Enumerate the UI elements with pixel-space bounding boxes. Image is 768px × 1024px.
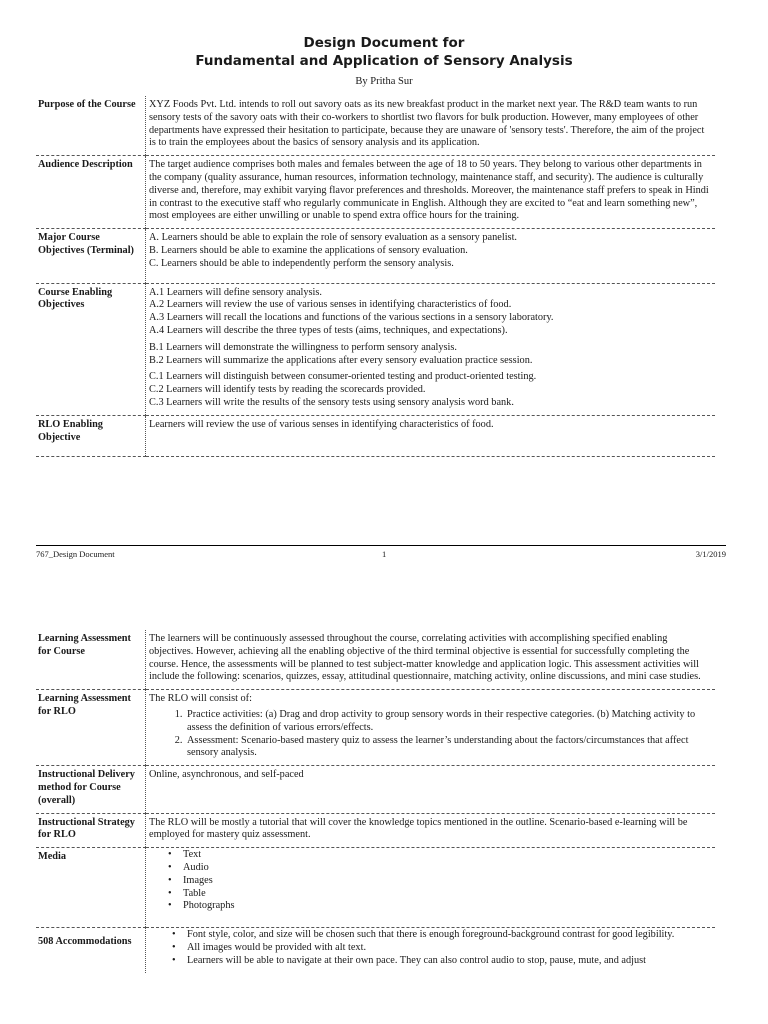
row-label: Learning Assessment for Course (36, 630, 146, 690)
list-item: • Text (183, 849, 712, 862)
page-footer (36, 545, 726, 559)
objective-item: C.2 Learners will identify tests by reading the scorecards provided. (149, 384, 426, 396)
author-byline: By Pritha Sur (355, 76, 413, 87)
media-list (149, 849, 712, 913)
row-content (146, 928, 716, 973)
objective-item: C. Learners should be able to independently perform the sensory analysis. (149, 257, 454, 269)
row-content (146, 283, 716, 415)
table-row-strategy (36, 813, 715, 848)
table-row-delivery (36, 766, 715, 813)
list-item: • Audio (183, 862, 712, 875)
row-content: The learners will be continuously assessed throughout the course, correlating activities with accomplishing specified enabling objectives. However, achieving all the enabling objective of the third terminal objective is essential for successfully completing the course. Hence, the assessments will be planned to test subject-matter knowledge and application logic. This assessment activities will include the following: scenarios, quizzes, essay, attitudinal questionnaire, matching activity, online discussions, and mini case studies. (149, 633, 701, 683)
list-item: • Learners will be able to navigate at their own pace. They can also control audio to stop, pause, mute, and adjust (187, 955, 712, 968)
design-table-page2 (36, 630, 715, 973)
row-content (146, 229, 716, 283)
table-row-purpose (36, 96, 715, 156)
table-row-rlo-objective (36, 415, 715, 457)
row-content (146, 848, 716, 928)
table-row-media (36, 848, 715, 928)
row-label: RLO Enabling Objective (36, 415, 146, 457)
objective-item: A.3 Learners will recall the locations and functions of the various sections in a sensory laboratory. (149, 312, 554, 324)
row-content: XYZ Foods Pvt. Ltd. intends to roll out savory oats as its new breakfast product in the market next year. The R&D team wants to run sensory tests of the savory oats with their co-workers to shortlist two flavors for bulk production. However, many employees of other departments have expressed their hesitation to participate, because they are unaware of 'sensory tests'. Therefore, the aim of the project is to train the employees about the basics of sensory analysis and its application. (149, 99, 705, 149)
footer-document-name: 767_Design Document (36, 549, 115, 559)
objective-item: A.2 Learners will review the use of various senses in identifying characteristics of food. (149, 299, 512, 311)
rlo-intro: The RLO will consist of: (149, 693, 252, 705)
list-item: • Font style, color, and size will be chosen such that there is enough foreground-background contrast for good legibility. (187, 929, 712, 942)
document-header (0, 35, 768, 87)
row-label: Learning Assessment for RLO (36, 690, 146, 766)
objective-item: A.1 Learners will define sensory analysis. (149, 286, 322, 298)
objective-item: C.3 Learners will write the results of the sensory tests using sensory analysis word bank. (149, 396, 514, 408)
row-label: 508 Accommodations (36, 928, 146, 973)
row-content: The RLO will be mostly a tutorial that will cover the knowledge topics mentioned in the outline. Scenario-based e-learning will be employed for mastery quiz assessment. (146, 813, 716, 848)
row-label: Instructional Strategy for RLO (36, 813, 146, 848)
row-label: Course Enabling Objectives (36, 283, 146, 415)
table-row-assessment-rlo (36, 690, 715, 766)
footer-date: 3/1/2019 (695, 549, 726, 559)
objective-item: A.4 Learners will describe the three types of tests (aims, techniques, and expectations). (149, 324, 508, 336)
accommodations-list (149, 929, 712, 967)
objective-item: C.1 Learners will distinguish between consumer-oriented testing and product-oriented testing. (149, 371, 537, 383)
row-label: Audience Description (36, 156, 146, 229)
table-row-audience (36, 156, 715, 229)
row-content: Learners will review the use of various senses in identifying characteristics of food. (146, 415, 716, 457)
document-title-line1: Design Document for (303, 35, 465, 51)
document-title-line2: Fundamental and Application of Sensory Analysis (195, 53, 573, 69)
row-label: Major Course Objectives (Terminal) (36, 229, 146, 283)
footer-page-number: 1 (382, 549, 387, 559)
design-table-page1 (36, 96, 715, 457)
table-row-major-objectives (36, 229, 715, 283)
objective-item: B.1 Learners will demonstrate the willingness to perform sensory analysis. (149, 341, 457, 353)
rlo-activity-list (149, 709, 712, 760)
list-item: • Images (183, 875, 712, 888)
table-row-assessment-course (36, 630, 715, 690)
objective-item: B. Learners should be able to examine the applications of sensory evaluation. (149, 244, 468, 256)
table-row-enabling-objectives (36, 283, 715, 415)
list-item: • All images would be provided with alt text. (187, 942, 712, 955)
list-item: • Table (183, 888, 712, 901)
row-content: Online, asynchronous, and self-paced (146, 766, 716, 813)
row-content (146, 690, 716, 766)
objective-item: A. Learners should be able to explain the role of sensory evaluation as a sensory panelist. (149, 232, 518, 244)
list-item: 2. Assessment: Scenario-based mastery quiz to assess the learner’s understanding about the factors/circumstances that affect sensory analysis. (185, 735, 712, 761)
table-row-accommodations (36, 928, 715, 973)
row-content: The target audience comprises both males and females between the age of 18 to 50 years. They belong to various other departments in the company (quality assurance, human resources, information technology, maintenance staff, and security). The audience is culturally diverse and, therefore, may exhibit varying flavor preferences and thresholds. Moreover, the maintenance staff prefers to speak in Hindi in contrast to the executive staff who regularly communicate in English. Although they are excited to “eat and learn something new”, most employees are either unwilling or unable to spend extra office hours for the training. (146, 156, 716, 229)
row-label: Purpose of the Course (36, 96, 146, 156)
list-item: 1. Practice activities: (a) Drag and drop activity to group sensory words in their respective categories. (b) Matching activity to assess the definition of various errors/effects. (185, 709, 712, 735)
row-label: Media (36, 848, 146, 928)
row-label: Instructional Delivery method for Course (overall) (36, 766, 146, 813)
list-item: • Photographs (183, 900, 712, 913)
objective-item: B.2 Learners will summarize the applications after every sensory evaluation practice session. (149, 354, 533, 366)
